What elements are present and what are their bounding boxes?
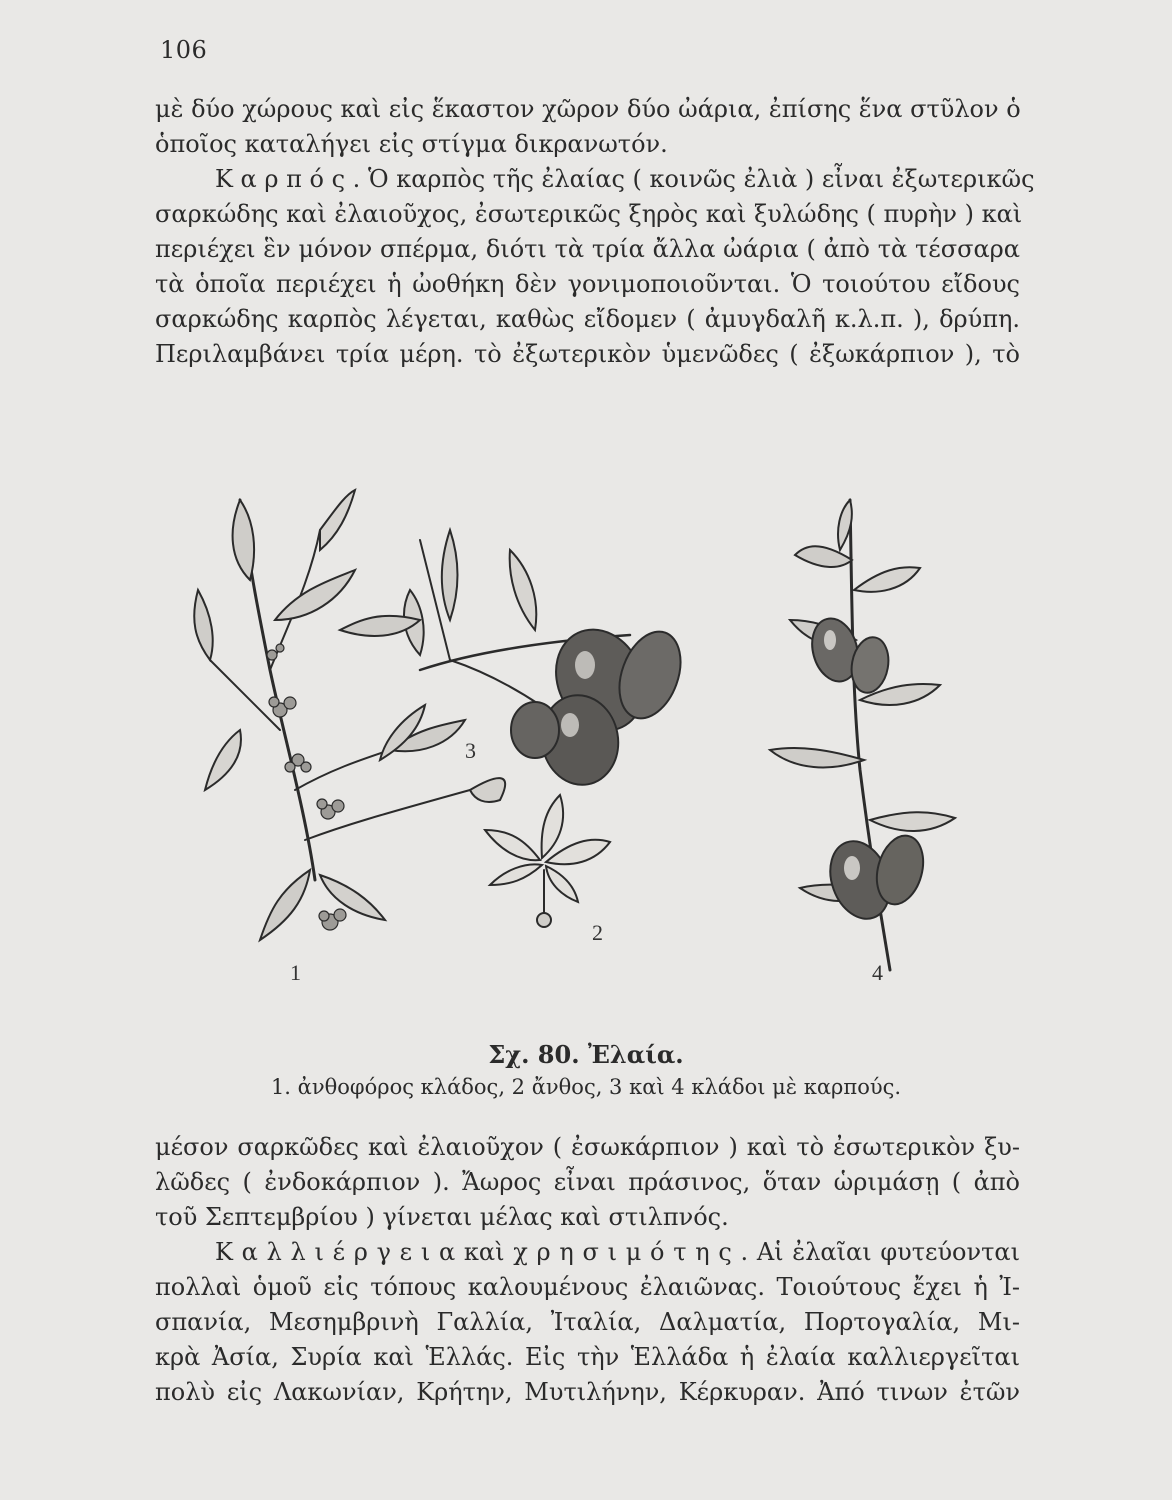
flowering-branch-drawing bbox=[194, 490, 505, 940]
fruit-branch-4-drawing bbox=[770, 500, 955, 970]
text-line: Κ α λ λ ι έ ρ γ ε ι α καὶ χ ρ η σ ι μ ό τ η ς . Αἱ ἐλαῖαι φυτεύονται bbox=[215, 1238, 1020, 1266]
text-line: μέσον σαρκῶδες καὶ ἐλαιοῦχον ( ἐσωκάρπιον ) καὶ τὸ ἐσωτερικὸν ξυ- bbox=[155, 1133, 1020, 1161]
flower-2-drawing bbox=[485, 795, 610, 927]
fruit-branch-3-drawing bbox=[340, 530, 692, 791]
page-number: 106 bbox=[160, 36, 208, 64]
text-line: κρὰ Ἀσία, Συρία καὶ Ἑλλάς. Εἰς τὴν Ἑλλάδα ἡ ἐλαία καλλιεργεῖται bbox=[155, 1343, 1020, 1371]
figure-caption-title: Σχ. 80. Ἐλαία. bbox=[488, 1040, 684, 1069]
text-line: τοῦ Σεπτεμβρίου ) γίνεται μέλας καὶ στιλπνός. bbox=[155, 1203, 729, 1231]
text-line: λῶδες ( ἐνδοκάρπιον ). Ἄωρος εἶναι πράσινος, ὅταν ὡριμάσῃ ( ἀπὸ bbox=[155, 1168, 1020, 1196]
figure-label-1: 1 bbox=[290, 960, 301, 985]
bottom-text-block bbox=[155, 1130, 1020, 1410]
text-line: περιέχει ἓν μόνον σπέρμα, διότι τὰ τρία ἄλλα ὠάρια ( ἀπὸ τὰ τέσσαρα bbox=[155, 235, 1020, 263]
text-line: Κ α ρ π ό ς . Ὁ καρπὸς τῆς ἐλαίας ( κοινῶς ἐλιὰ ) εἶναι ἐξωτερικῶς bbox=[215, 165, 1035, 193]
olive-drawing bbox=[180, 470, 960, 1000]
olive-illustration bbox=[180, 470, 960, 1000]
text-line: πολὺ εἰς Λακωνίαν, Κρήτην, Μυτιλήνην, Κέρκυραν. Ἀπό τινων ἐτῶν bbox=[155, 1378, 1020, 1406]
text-line: Περιλαμβάνει τρία μέρη. τὸ ἐξωτερικὸν ὑμενῶδες ( ἐξωκάρπιον ), τὸ bbox=[155, 340, 1020, 368]
figure-caption-text: 1. ἀνθοφόρος κλάδος, 2 ἄνθος, 3 καὶ 4 κλάδοι μὲ καρπούς. bbox=[270, 1075, 902, 1099]
text-line: πολλαὶ ὁμοῦ εἰς τόπους καλουμένους ἐλαιῶνας. Τοιούτους ἔχει ἡ Ἰ- bbox=[155, 1273, 1020, 1301]
text-line: σπανία, Μεσημβρινὴ Γαλλία, Ἰταλία, Δαλματία, Πορτογαλία, Μι- bbox=[155, 1308, 1020, 1336]
top-text-block bbox=[155, 92, 1035, 372]
text-line: σαρκώδης καρπὸς λέγεται, καθὼς εἴδομεν ( ἀμυγδαλῆ κ.λ.π. ), δρύπη. bbox=[155, 305, 1020, 333]
text-line: ὁποῖος καταλήγει εἰς στίγμα δικρανωτόν. bbox=[155, 130, 668, 158]
figure-label-3: 3 bbox=[465, 738, 476, 763]
figure-label-2: 2 bbox=[592, 920, 603, 945]
text-line: σαρκώδης καὶ ἐλαιοῦχος, ἐσωτερικῶς ξηρὸς καὶ ξυλώδης ( πυρὴν ) καὶ bbox=[155, 200, 1023, 228]
figure-label-4: 4 bbox=[872, 960, 883, 985]
text-line: τὰ ὁποῖα περιέχει ἡ ὠοθήκη δὲν γονιμοποιοῦνται. Ὁ τοιούτου εἴδους bbox=[155, 270, 1020, 298]
text-line: μὲ δύο χώρους καὶ εἰς ἕκαστον χῶρον δύο ὠάρια, ἐπίσης ἕνα στῦλον ὁ bbox=[155, 95, 1021, 123]
